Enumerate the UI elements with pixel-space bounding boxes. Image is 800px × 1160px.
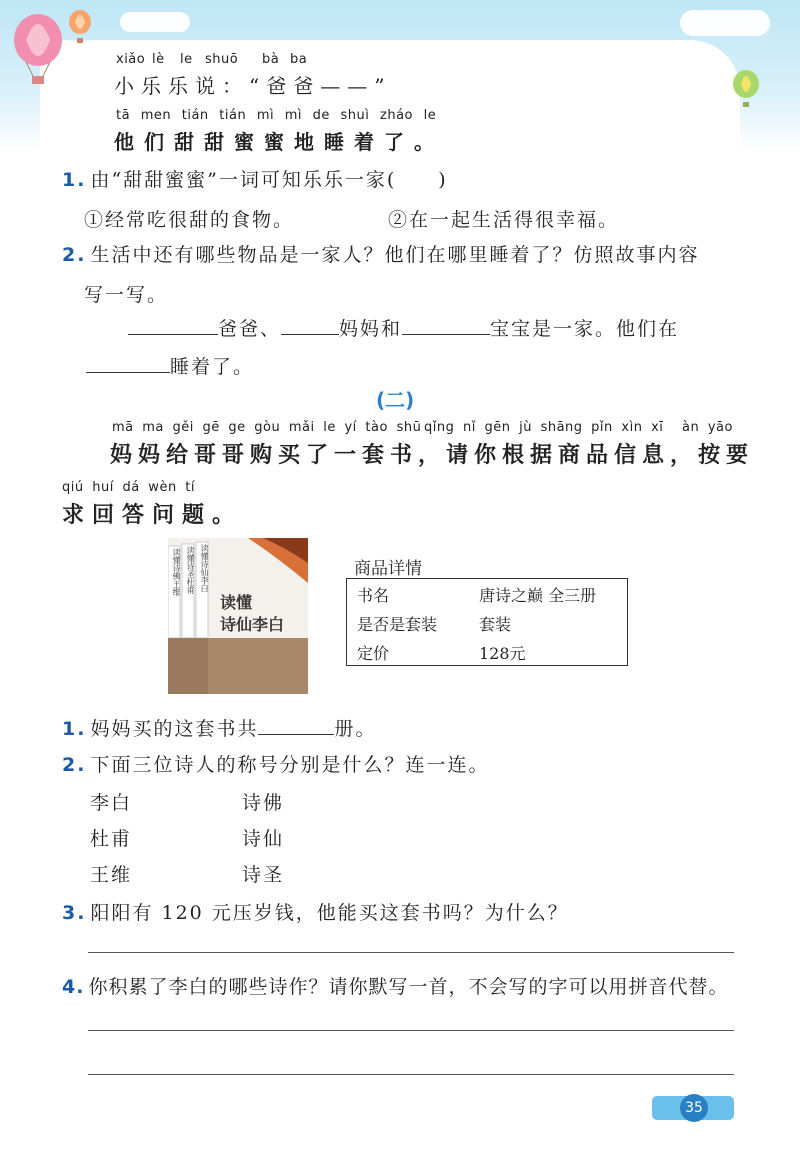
pinyin-ba2: ba	[290, 52, 308, 67]
product-details-table	[346, 578, 628, 666]
pinyin-ba: bà	[262, 52, 280, 67]
book-title-2: 诗仙李白	[220, 615, 285, 634]
pinyin-shuo: shuō	[205, 52, 239, 67]
question-number: 3.	[62, 902, 87, 924]
detail-label: 书名	[357, 586, 390, 605]
fill-text: 宝宝是一家。他们在	[490, 318, 680, 340]
intro-pinyin-1a: mā ma gěi gē ge gòu mǎi le yí tào shū	[112, 420, 422, 435]
question-text: 你积累了李白的哪些诗作？请你默写一首，不会写的字可以用拼音代替。	[88, 976, 729, 998]
fill-in-line-2	[86, 352, 254, 379]
option-1: ①经常吃很甜的食物。	[84, 209, 295, 231]
detail-value: 唐诗之巅 全三册	[479, 586, 597, 605]
answer-blank[interactable]	[258, 717, 334, 735]
question-text: 下面三位诗人的称号分别是什么？连一连。	[90, 754, 490, 776]
option-2: ②在一起生活得很幸福。	[388, 209, 620, 231]
title-shi-xian[interactable]: 诗仙	[242, 828, 285, 850]
part2-question-2	[62, 750, 489, 777]
question-text: 册。	[334, 718, 377, 740]
hot-air-balloon-icon	[730, 70, 762, 110]
poet-li-bai[interactable]: 李白	[90, 792, 133, 814]
question-text: 生活中还有哪些物品是一家人？他们在哪里睡着了？仿照故事内容	[90, 244, 700, 266]
detail-value: 128元	[479, 644, 526, 663]
question-number: 1.	[62, 718, 87, 740]
book-spine-3: 读懂诗仙李白	[200, 544, 209, 592]
answer-line[interactable]	[88, 1030, 734, 1031]
question-text: 阳阳有 120 元压岁钱，他能买这套书吗？为什么？	[90, 902, 569, 924]
detail-value: 套装	[479, 615, 512, 634]
poet-du-fu[interactable]: 杜甫	[90, 828, 133, 850]
story-line-1: 小乐乐说：“爸爸——”	[114, 74, 392, 98]
question-number: 4.	[62, 976, 85, 998]
part2-question-3	[62, 898, 569, 925]
part1-question-1	[62, 165, 448, 192]
story-line-2: 他们甜甜蜜蜜地睡着了。	[114, 130, 444, 154]
pinyin-xiao: xiǎo	[116, 52, 146, 67]
intro-pinyin-1c: àn yāo	[682, 420, 733, 435]
question-number: 2.	[62, 754, 87, 776]
part2-question-1	[62, 714, 376, 741]
cloud-decoration	[680, 10, 770, 36]
intro-pinyin-2: qiú huí dá wèn tí	[62, 480, 196, 495]
answer-blank[interactable]	[402, 317, 490, 335]
part1-question-2	[62, 240, 699, 267]
product-details-heading: 商品详情	[354, 559, 422, 579]
question-number: 1.	[62, 169, 87, 191]
answer-line[interactable]	[88, 952, 734, 953]
fill-text: 爸爸、	[218, 318, 282, 340]
answer-blank[interactable]	[86, 355, 170, 373]
fill-in-line-1	[128, 314, 679, 341]
part1-question-2-cont: 写一写。	[84, 284, 169, 306]
hot-air-balloon-icon	[8, 14, 68, 86]
hot-air-balloon-icon	[66, 10, 94, 46]
cloud-decoration	[120, 12, 190, 32]
detail-label: 定价	[357, 644, 390, 663]
detail-label: 是否是套装	[357, 615, 438, 634]
question-text: 妈妈买的这套书共	[90, 718, 259, 740]
story-line-2-pinyin: tā men tián tián mì mì de shuì zháo le	[116, 108, 437, 123]
question-number: 2.	[62, 244, 87, 266]
intro-pinyin-1b: qǐng nǐ gēn jù shāng pǐn xìn xī	[424, 420, 664, 435]
section-title: (二)	[376, 388, 415, 412]
fill-text: 睡着了。	[170, 356, 255, 378]
poet-wang-wei[interactable]: 王维	[90, 864, 133, 886]
fill-text: 妈妈和	[339, 318, 403, 340]
part2-question-4	[62, 972, 728, 999]
pinyin-le2: le	[180, 52, 193, 67]
book-spine-2: 读懂诗圣杜甫	[186, 546, 195, 594]
intro-text-1: 妈妈给哥哥购买了一套书，请你根据商品信息，按要	[110, 442, 755, 468]
answer-line[interactable]	[88, 1074, 734, 1075]
title-shi-fo[interactable]: 诗佛	[242, 792, 285, 814]
book-spine-1: 读懂诗佛王维	[172, 548, 181, 596]
intro-text-2: 求回答问题。	[62, 502, 243, 528]
title-shi-sheng[interactable]: 诗圣	[242, 864, 285, 886]
question-text: 由“甜甜蜜蜜”一词可知乐乐一家( )	[90, 169, 448, 191]
answer-blank[interactable]	[281, 317, 339, 335]
book-title-1: 读懂	[220, 593, 253, 612]
answer-blank[interactable]	[128, 317, 218, 335]
page-number: 35	[680, 1094, 708, 1122]
pinyin-le: lè	[152, 52, 165, 67]
